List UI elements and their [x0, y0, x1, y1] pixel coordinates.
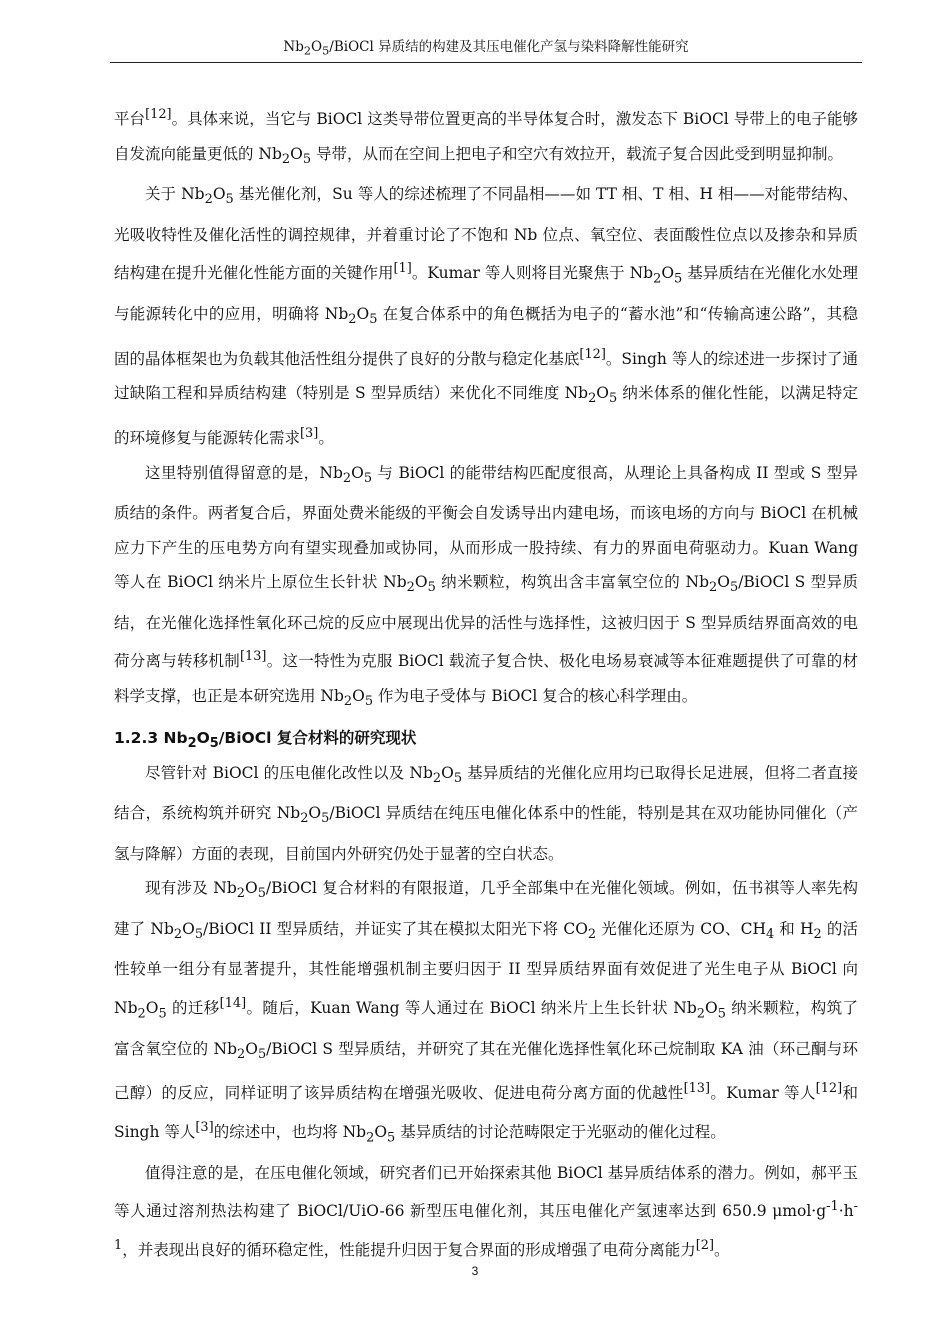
- body-paragraph: 值得注意的是，在压电催化领域，研究者们已开始探索其他 BiOCl 基异质结体系的潜力。例如，郝平玉等人通过溶剂热法构建了 BiOCl/UiO-66 新型压电催化剂，其压电催化产氢速率达到 650.9 $\mu mol\cdot g^{-1}\cdot h^{-1}$，并表现出良好的循环稳定性，性能提升归因于复合界面的形成增强了电荷分离能力[2]。: [114, 1163, 858, 1259]
- body-paragraph: 关于 $Nb_2O_5$ 基光催化剂，Su 等人的综述梳理了不同晶相——如 TT 相、T 相、H 相——对能带结构、光吸收特性及催化活性的调控规律，并着重讨论了不饱和 Nb 位点、氧空位、表面酸性位点以及掺杂和异质结构建在提升光催化性能方面的关键作用[1]。Kumar 等人则将目光聚焦于 $Nb_2O_5$ 基异质结在光催化水处理与能源转化中的应用，明确将 $Nb_2O_5$ 在复合体系中的角色概括为电子的“蓄水池”和“传输高速公路”，其稳固的晶体框架也为负载其他活性组分提供了良好的分散与稳定化基底[12]。Singh 等人的综述进一步探讨了通过缺陷工程和异质结构建（特别是 S 型异质结）来优化不同维度 $Nb_2O_5$ 纳米体系的催化性能，以满足特定的环境修复与能源转化需求[3]。: [114, 185, 859, 448]
- header-rule: [110, 62, 862, 63]
- page-body: [114, 98, 858, 1267]
- body-paragraph: 这里特别值得留意的是，$Nb_2O_5$ 与 BiOCl 的能带结构匹配度很高，从理论上具备构成 II 型或 S 型异质结的条件。两者复合后，界面处费米能级的平衡会自发诱导出内建电场，而该电场的方向与 BiOCl 在机械应力下产生的压电势方向有望实现叠加或协同，从而形成一股持续、有力的界面电荷驱动力。Kuan Wang 等人在 BiOCl 纳米片上原位生长针状 $Nb_2O_5$ 纳米颗粒，构筑出含丰富氧空位的 $Nb_2O_5$/BiOCl S 型异质结，在光催化选择性氧化环己烷的反应中展现出优异的活性与选择性，这被归因于 S 型异质结界面高效的电荷分离与转移机制[13]。这一特性为克服 BiOCl 载流子复合快、极化电场易衰减等本征难题提供了可靠的材料学支撑，也正是本研究选用 $Nb_2O_5$ 作为电子受体与 BiOCl 复合的核心科学理由。: [114, 463, 858, 710]
- body-paragraph: 平台[12]。具体来说，当它与 BiOCl 这类导带位置更高的半导体复合时，激发态下 BiOCl 导带上的电子能够自发流向能量更低的 $Nb_2O_5$ 导带，从而在空间上把电子和空穴有效拉开，载流子复合因此受到明显抑制。: [114, 107, 858, 167]
- body-paragraph: 现有涉及 $Nb_2O_5$/BiOCl 复合材料的有限报道，几乎全部集中在光催化领域。例如，伍书祺等人率先构建了 $Nb_2O_5$/BiOCl II 型异质结，并证实了其在模拟太阳光下将 $CO_2$ 光催化还原为 CO、$CH_4$ 和 $H_2$ 的活性较单一组分有显著提升，其性能增强机制主要归因于 II 型异质结界面有效促进了光生电子从 BiOCl 向 $Nb_2O_5$ 的迁移[14]。随后，Kuan Wang 等人通过在 BiOCl 纳米片上生长针状 $Nb_2O_5$ 纳米颗粒，构筑了富含氧空位的 $Nb_2O_5$/BiOCl S 型异质结，并研究了其在光催化选择性氧化环己烷制取 KA 油（环己酮与环己醇）的反应，同样证明了该异质结构在增强光吸收、促进电荷分离方面的优越性[13]。Kumar 等人[12]和 Singh 等人[3]的综述中，也均将 $Nb_2O_5$ 基异质结的讨论范畴限定于光驱动的催化过程。: [114, 879, 858, 1146]
- page-number: 3: [471, 1264, 479, 1278]
- body-paragraph: 尽管针对 BiOCl 的压电催化改性以及 $Nb_2O_5$ 基异质结的光催化应用均已取得长足进展，但将二者直接结合，系统构筑并研究 $Nb_2O_5$/BiOCl 异质结在纯压电催化体系中的性能，特别是其在双功能协同催化（产氢与降解）方面的表现，目前国内外研究仍处于显著的空白状态。: [114, 763, 858, 863]
- running-header: $Nb_2O_5$/BiOCl 异质结的构建及其压电催化产氢与染料降解性能研究: [283, 39, 689, 58]
- section-heading: 1.2.3 $Nb_2O_5$/BiOCl 复合材料的研究现状: [114, 728, 417, 751]
